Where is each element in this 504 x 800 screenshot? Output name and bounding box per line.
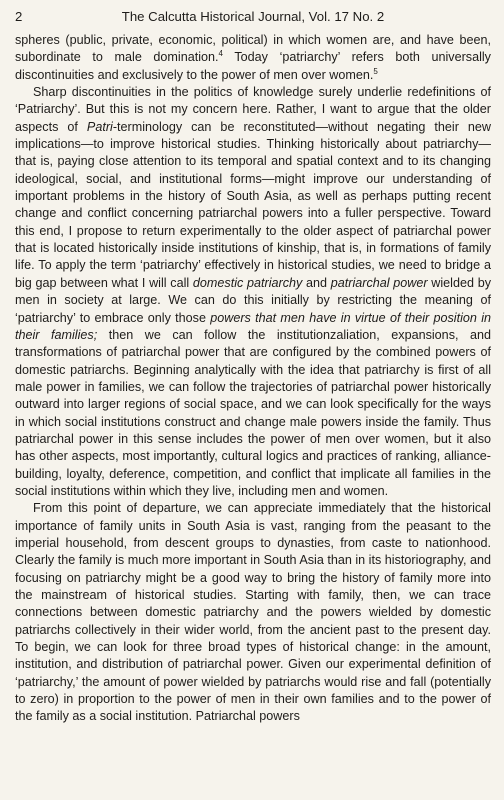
page-number: 2 xyxy=(15,9,23,24)
text-run: Today ‘patriarchy’ refers both universally discontinuities and exclusively to the power of men over women. xyxy=(15,50,491,82)
text-run: and xyxy=(302,275,331,290)
text-run: -terminology can be reconstituted—without negating their new implications—to improve historical studies. Thinking historically about patriarchy—that is, paying close attention to its temporal and spatial context and to its changing ideological, social, and institutional forms—might improve our understanding of important problems in the history of South Asia, as well as perhaps putting recent change and conflict concerning patriarchal powers into a fuller perspective. Toward this end, I propose to return experimentally to the older aspect of patriarchal power that is located historically inside institutions of kinship, that is, in formations of family life. To apply the term ‘patriarchy’ effectively in historical studies, we need to bridge a big gap between what I will call xyxy=(15,119,491,290)
footnote-ref-5: 5 xyxy=(373,66,378,76)
emphasis: domestic patriarchy xyxy=(192,275,303,290)
article-body xyxy=(15,32,491,726)
text-run: wielded by men in society at large. We can do this initially by restricting the meaning of ‘patriarchy’ to embrace only those xyxy=(15,275,491,325)
emphasis: patriarchal power xyxy=(330,275,428,290)
text-run: From this point of departure, we can appreciate immediately that the historical importance of family units in South Asia is vast, ranging from the peasant to the imperial household, from descent groups to dynasties, from caste to nationhood. Clearly the family is much more important in South Asia than in its historiography, and focusing on patriarchy might be a good way to bring the history of family more into the mainstream of historical studies. Starting with family, then, we can trace connections between domestic patriarchy and the powers wielded by domestic patriarchs collectively in their wider world, from the ancient past to the present day. To begin, we can look for three broad types of historical change: in the amount, institution, and distribution of patriarchal power. Given our experimental definition of ‘patriarchy,’ the amount of power wielded by patriarchs would rise and fall (potentially to zero) in proportion to the power of men in their own families and to the power of the family as a social institution. Patriarchal powers xyxy=(15,501,491,724)
paragraph-3 xyxy=(15,500,491,725)
paragraph-1 xyxy=(15,32,491,84)
page-header xyxy=(15,6,491,28)
text-run: spheres (public, private, economic, political) in which women are, and have been, subordinate to male domination. xyxy=(15,33,491,65)
text-run: Sharp discontinuities in the politics of knowledge surely underlie redefinitions of ‘Patriarchy’. But this is not my concern here. Rather, I want to argue that the older aspects of xyxy=(15,85,491,134)
emphasis: powers that men have in virtue of their position in their families; xyxy=(15,310,491,342)
paragraph-2 xyxy=(15,84,491,500)
text-run: then we can follow the institutionzaliation, expansions, and transformations of patriarchal power that are configured by the combined powers of domestic patriarchs. Beginning analytically with the idea that patriarchy is first of all male power in families, we can follow the trajectories of patriarchal power historically outward into larger regions of social space, and we can look specifically for the ways in which social institutions construct and change male powers inside the family. Thus patriarchal power in this sense includes the power of men over women, but it also has other aspects, most importantly, cultural logics and practices of ranking, alliance-building, loyalty, deference, competition, and conflict that implicate all families in the social institutions within which they live, including men and women. xyxy=(15,327,492,498)
emphasis: Patri xyxy=(86,119,113,134)
footnote-ref-4: 4 xyxy=(218,49,223,59)
running-head: The Calcutta Historical Journal, Vol. 17 No. 2 xyxy=(121,9,385,24)
